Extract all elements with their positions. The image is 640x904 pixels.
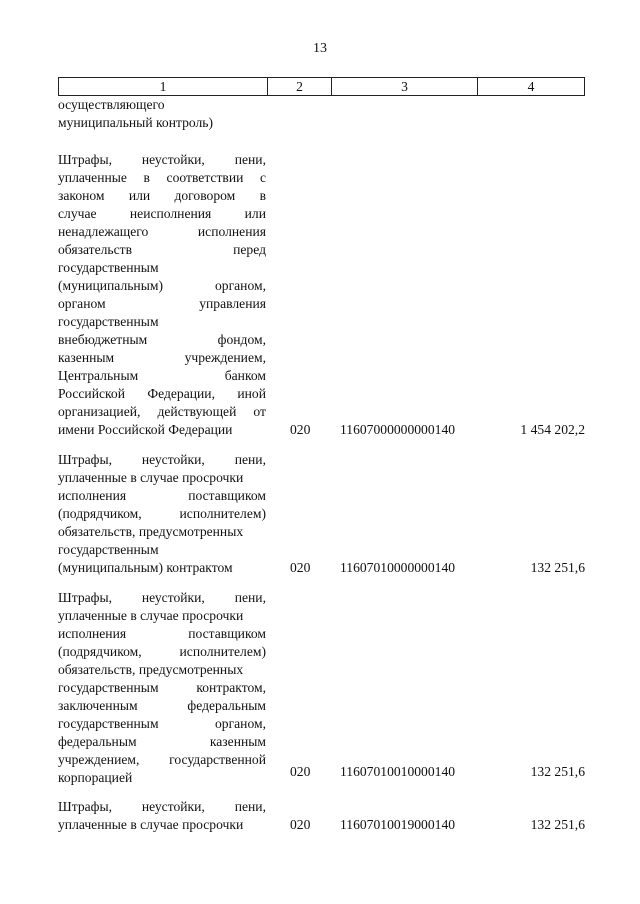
description-line: учреждением, государственной: [58, 752, 266, 767]
description-line: случае неисполнения или: [58, 206, 266, 221]
description-line: Штрафы, неустойки, пени,: [58, 452, 266, 467]
description-line: федеральным казенным: [58, 734, 266, 749]
row-kbk: 11607010019000140: [340, 817, 456, 832]
description-line: Штрафы, неустойки, пени,: [58, 590, 266, 605]
description-line: внебюджетным фондом,: [58, 332, 266, 347]
row-amount: 132 251,6: [530, 560, 585, 575]
description-line: (муниципальным) контрактом: [58, 560, 233, 575]
description-line: ненадлежащего исполнения: [58, 224, 266, 239]
page-number: 13: [313, 41, 327, 56]
description-line: государственным: [58, 260, 159, 275]
description-line: государственным: [58, 542, 159, 557]
description-line: (муниципальным) органом,: [58, 278, 266, 293]
row-kbk: 11607010000000140: [340, 560, 456, 575]
description-line: корпорацией: [58, 770, 133, 785]
row-kbk: 11607000000000140: [340, 422, 456, 437]
header-col-3: 3: [332, 78, 478, 95]
description-line: законом или договором в: [58, 188, 266, 203]
row-kbk: 11607010010000140: [340, 764, 456, 779]
table-row-description: [58, 589, 266, 787]
description-line: уплаченные в соответствии с: [58, 170, 266, 185]
header-col-4: 4: [527, 79, 535, 94]
row-code: 020: [290, 422, 311, 437]
description-line: государственным контрактом,: [58, 680, 266, 695]
description-line: исполнения поставщиком: [58, 626, 266, 641]
description-line: Центральным банком: [58, 368, 266, 383]
table-row-description: [58, 151, 266, 439]
description-line: уплаченные в случае просрочки: [58, 470, 244, 485]
description-line: исполнения поставщиком: [58, 488, 266, 503]
description-line: государственным: [58, 314, 159, 329]
row-amount: 1 454 202,2: [520, 422, 585, 437]
table-row-description: [58, 451, 266, 577]
header-col-2: 2: [268, 78, 332, 95]
description-line: Российской Федерации, иной: [58, 386, 266, 401]
row-amount: 132 251,6: [530, 764, 585, 779]
description-line: имени Российской Федерации: [58, 422, 233, 437]
description-line: заключенным федеральным: [58, 698, 266, 713]
description-line: Штрафы, неустойки, пени,: [58, 152, 266, 167]
header-col-1: 1: [59, 78, 268, 95]
description-line: Штрафы, неустойки, пени,: [58, 799, 266, 814]
description-line: (подрядчиком, исполнителем): [58, 506, 266, 521]
description-line: осуществляющего: [58, 97, 165, 112]
description-line: муниципальный контроль): [58, 115, 214, 130]
table-row-description: [58, 96, 266, 132]
table-row-description: [58, 798, 266, 834]
description-line: уплаченные в случае просрочки: [58, 608, 244, 623]
description-line: организацией, действующей от: [58, 404, 266, 419]
description-line: органом управления: [58, 296, 266, 311]
row-code: 020: [290, 560, 311, 575]
description-line: обязательств перед: [58, 242, 266, 257]
row-amount: 132 251,6: [530, 817, 585, 832]
row-code: 020: [290, 764, 311, 779]
row-code: 020: [290, 817, 311, 832]
description-line: (подрядчиком, исполнителем): [58, 644, 266, 659]
description-line: обязательств, предусмотренных: [58, 524, 244, 539]
table-header: [58, 77, 585, 96]
description-line: государственным органом,: [58, 716, 266, 731]
description-line: обязательств, предусмотренных: [58, 662, 244, 677]
description-line: уплаченные в случае просрочки: [58, 817, 244, 832]
description-line: казенным учреждением,: [58, 350, 266, 365]
